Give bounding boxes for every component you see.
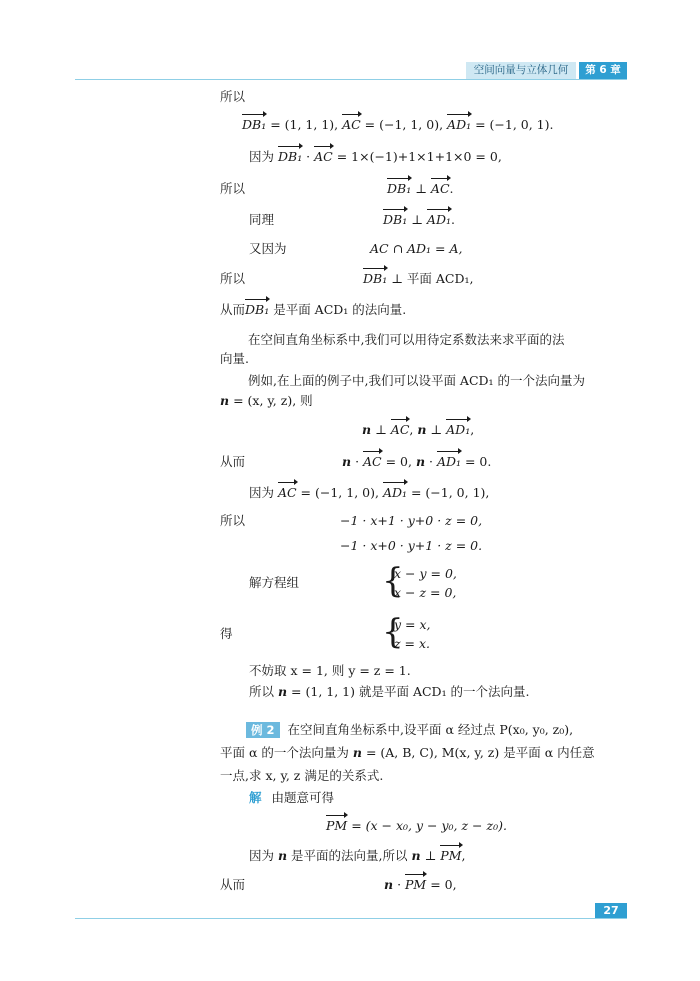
math-text: = 0. [461,454,492,469]
math-line [249,485,489,501]
text: 是平面的法向量,所以 [287,848,412,863]
vector-n: n [342,454,352,469]
text: 由题意可得 [271,790,335,805]
text: ⊥ [420,848,441,863]
vector-n: n [220,393,230,408]
math-text: = (−1, 0, 1). [471,117,554,132]
math-text: 因为 [249,485,278,500]
math-line [326,818,507,834]
math-text: = 0, [426,877,457,892]
equation-row: y = x, [394,617,431,632]
math-text: · [351,454,364,469]
math-text: ⊥ 平面 ACD₁, [387,271,474,286]
vector-db1: DB₁ [242,117,267,132]
text: 是平面 ACD₁ 的法向量. [269,302,407,317]
paragraph-line [220,393,313,409]
vector-pm: PM [440,848,462,863]
vector-db1: DB₁ [387,181,412,196]
vector-ad1: AD₁ [436,454,462,469]
vector-ad1: AD₁ [446,422,471,437]
text-line: 不妨取 x = 1, 则 y = z = 1. [249,663,411,678]
line-label: 解方程组 [249,575,300,590]
header-rule [75,79,627,80]
example-line [246,722,573,738]
solution-line [249,790,334,806]
math-line [383,212,455,228]
text: 平面 α 的一个法向量为 [220,745,353,760]
running-header-section: 空间向量与立体几何 [466,62,576,79]
footer-rule [75,918,627,919]
example-badge: 例 2 [246,722,280,738]
math-text: ⊥ [411,181,431,196]
math-text: . [449,181,454,196]
example-line: 一点,求 x, y, z 满足的关系式. [220,768,384,783]
math-text: = (x − x₀, y − y₀, z − z₀). [347,818,507,833]
text: = (x, y, z), 则 [229,393,313,408]
text-line: 所以 [220,89,246,104]
text: 从而 [220,302,246,317]
math-text: = 1×(−1)+1×1+1×0 = 0, [332,149,502,164]
vector-ac: AC [390,422,410,437]
text: 在空间直角坐标系中,设平面 α 经过点 P(x₀, y₀, z₀), [287,722,574,737]
math-line [362,422,474,438]
line-label: 又因为 [249,241,287,256]
equation-row: x − z = 0, [394,585,457,600]
vector-ad1: AD₁ [447,117,472,132]
math-line [249,149,502,165]
math-text: , [470,422,475,437]
math-text: ⊥ [371,422,391,437]
solution-label: 解 [249,790,262,805]
math-text: = (−1, 1, 0), [360,117,448,132]
paragraph-line: 例如,在上面的例子中,我们可以设平面 ACD₁ 的一个法向量为 [248,373,586,388]
vector-n: n [362,422,372,437]
math-text: · [393,877,406,892]
vector-db1: DB₁ [245,302,270,317]
vector-n: n [417,422,427,437]
math-text: ⊥ [426,422,447,437]
math-text: = 0, [381,454,416,469]
vector-n: n [411,848,421,863]
vector-db1: DB₁ [277,149,303,164]
vector-db1: DB₁ [383,212,408,227]
math-text: ⊥ [407,212,427,227]
math-line: −1 · x+0 · y+1 · z = 0. [340,538,483,553]
text: = (1, 1, 1) 就是平面 ACD₁ 的一个法向量. [287,684,530,699]
math-text: . [450,212,455,227]
vector-db1: DB₁ [363,271,388,286]
text-line [220,302,406,318]
vector-ad1: AD₁ [382,485,407,500]
text-line: 因为 n 是平面的法向量,所以 n ⊥ PM, [249,848,466,863]
vector-n: n [277,684,288,699]
math-text: 因为 [249,149,278,164]
paragraph-line: 向量. [220,351,249,366]
math-text: = (−1, 1, 0), [296,485,383,500]
vector-n: n [277,848,288,863]
vector-ad1: AD₁ [426,212,451,227]
equation-row: z = x. [394,636,431,651]
text: 因为 [249,848,278,863]
math-line [242,117,553,133]
line-label: 得 [220,626,233,641]
math-text: = (−1, 0, 1), [407,485,490,500]
vector-ac: AC [363,454,382,469]
text-line [249,684,530,700]
vector-pm: PM [326,818,348,833]
vector-ac: AC [342,117,361,132]
vector-pm: PM [405,877,427,892]
vector-n: n [384,877,394,892]
line-label: 所以 [220,513,246,528]
example-line [220,745,595,761]
math-line [384,877,457,893]
left-brace: { [382,612,404,652]
paragraph-line: 在空间直角坐标系中,我们可以用待定系数法来求平面的法 [248,332,565,347]
math-text: = (1, 1, 1), [266,117,343,132]
page-number: 27 [595,903,627,919]
line-label: 从而 [220,454,246,469]
math-text: , [409,422,418,437]
math-line: −1 · x+1 · y+0 · z = 0, [340,513,483,528]
running-header-chapter: 第 6 章 [579,62,627,79]
vector-n: n [352,745,362,760]
math-line [363,271,474,287]
vector-ac: AC [314,149,333,164]
line-label: 从而 [220,877,246,892]
math-text: · [425,454,437,469]
vector-ac: AC [430,181,450,196]
math-text: · [302,149,315,164]
vector-ac: AC [277,485,297,500]
text: = (A, B, C), M(x, y, z) 是平面 α 内任意 [361,745,595,760]
text: 所以 [249,684,278,699]
vector-n: n [415,454,426,469]
left-brace: { [382,561,404,601]
math-line [342,454,491,470]
line-label: 所以 [220,271,246,286]
math-line [387,181,454,197]
line-label: 同理 [249,212,275,227]
equation-row: x − y = 0, [394,566,457,581]
math-line: AC ∩ AD₁ = A, [370,241,463,256]
line-label: 所以 [220,181,246,196]
